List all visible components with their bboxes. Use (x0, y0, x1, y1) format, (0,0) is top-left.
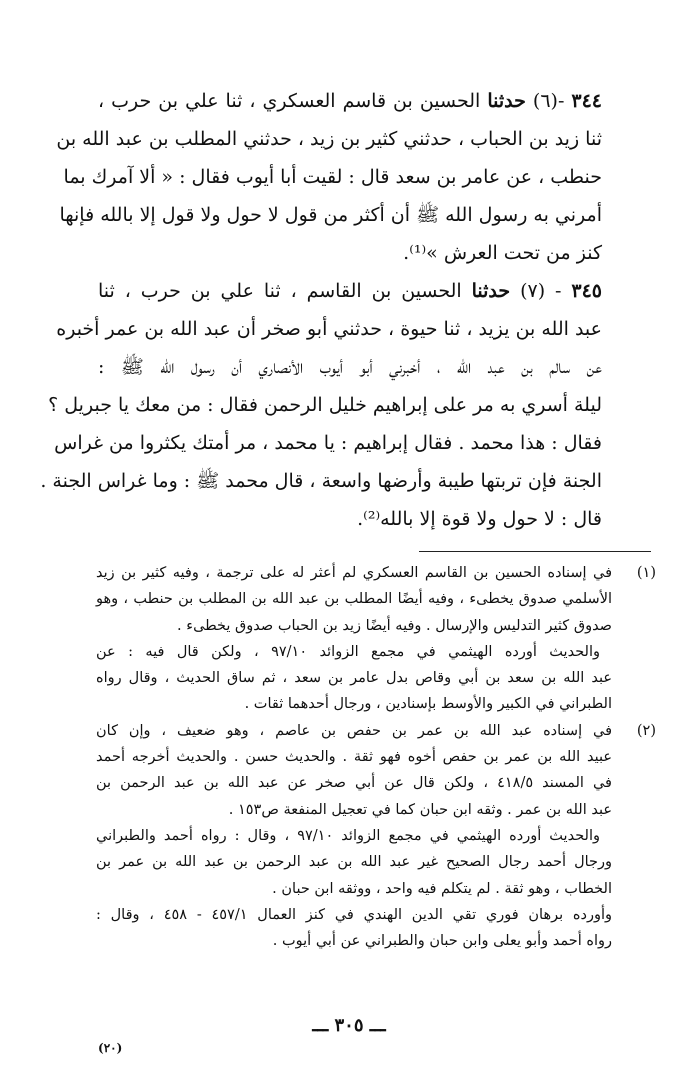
footnote-1-line: الطبراني في الكبير والأوسط بإسنادين ، ورجال أحدهما ثقات . (244, 696, 612, 713)
footnote-2-line: رواه أحمد وأبو يعلى وابن حبان والطبراني عن أبي أيوب . (272, 933, 612, 950)
hadith-344-line-1 (98, 82, 602, 120)
text-line: قال : لا حول ولا قوة إلا بالله⁽²⁾. (357, 508, 602, 530)
signature-mark: (٢٠) (98, 1041, 123, 1055)
footnote-number: (١) (636, 565, 656, 581)
text-line: أمرني به رسول الله ﷺ أن أكثر من قول لا حول ولا قول إلا بالله فإنها (59, 204, 602, 226)
narration-keyword: حدثنا (471, 280, 511, 302)
footnote-2-line: وأورده برهان فوري تقي الدين الهندي في كنز العمال ٤٥٧/١ - ٤٥٨ ، وقال : (96, 906, 612, 923)
text-line: الجنة فإن تربتها طيبة وأرضها واسعة ، قال محمد ﷺ : وما غراس الجنة . (40, 470, 602, 492)
hadith-subnumber: -(٦) (525, 90, 572, 112)
footnote-number: (٢) (636, 722, 656, 739)
text-line: عبد الله بن يزيد ، ثنا حيوة ، حدثني أبو صخر أن عبد الله بن عمر أخبره (56, 318, 602, 340)
footnote-1-line: الأسلمي صدوق يخطىء ، وفيه أيضًا المطلب بن عبد الله بن المطلب بن حنطب ، وهو (96, 591, 612, 608)
main-text (40, 82, 603, 538)
footnote-2-line: والحديث أورده الهيثمي في مجمع الزوائد ٩٧/١٠ ، وقال : رواه أحمد والطبراني (96, 827, 601, 844)
narration-keyword: حدثنا (487, 90, 526, 112)
footnote-2-line: عبد الله بن عمر . وثقه ابن حبان كما في تعجيل المنفعة ص١٥٣ . (228, 801, 612, 818)
text-line: ليلة أسري به مر على إبراهيم خليل الرحمن فقال : من معك يا جبريل ؟ (48, 394, 602, 416)
isnad-text: الحسين بن قاسم العسكري ، ثنا علي بن حرب ، (98, 90, 488, 112)
footnote-1-line: (١) في إسناده الحسين بن القاسم العسكري لم أعثر له على ترجمة ، وفيه كثير بن زيد (96, 560, 656, 586)
footnote-2-line: ورجال أحمد رجال الصحيح غير عبد الله بن عبد الرحمن بن عبد الله بن عمر بن (96, 854, 612, 871)
footnote-1-line: عبد الله بن سعد بن أبي وقاص بدل عامر بن سعد ، ثم ساق الحديث ، وقال رواه (96, 670, 612, 687)
footnote-2-line: (٢) في إسناده عبد الله بن عمر بن حفص بن عاصم ، وهو ضعيف ، وإن كان (96, 718, 656, 744)
text-line: كنز من تحت العرش »⁽¹⁾. (403, 242, 602, 264)
footnotes (96, 560, 656, 954)
footnote-1-line: والحديث أورده الهيثمي في مجمع الزوائد ٩٧/١٠ ، ولكن قال فيه : عن (96, 643, 601, 660)
text-line: فقال : هذا محمد . فقال إبراهيم : يا محمد ، مر أمتك يكثروا من غراس (54, 432, 602, 454)
hadith-subnumber: - (٧) (510, 280, 572, 302)
footnote-1-line: صدوق كثير التدليس والإرسال . وفيه أيضًا زيد بن الحباب صدوق يخطىء . (177, 617, 612, 634)
text-line: عن سالم بن عبد الله ، أخبرني أبو أيوب الأنصاري أن رسول الله ﷺ : (98, 356, 602, 378)
hadith-number: ٣٤٥ (571, 280, 602, 302)
page-number: ـــ ٣٠٥ ـــ (312, 1015, 386, 1036)
hadith-number: ٣٤٤ (571, 90, 603, 112)
isnad-text: الحسين بن القاسم ، ثنا علي بن حرب ، ثنا (98, 280, 472, 302)
footnote-2-line: الخطاب ، وهو ثقة . لم يتكلم فيه واحد ، ووثقه ابن حبان . (272, 880, 612, 897)
footnote-2-line: في المسند ٤١٨/٥ ، ولكن قال عن أبي صخر عن عبد الله بن عبد الرحمن بن (96, 775, 612, 792)
footnote-divider (419, 551, 651, 552)
footnote-2-line: عبيد الله بن عمر بن حفص أخوه فهو ثقة . والحديث حسن . والحديث أخرجه أحمد (96, 749, 612, 766)
text-line: حنطب ، عن عامر بن سعد قال : لقيت أبا أيوب فقال : « ألا آمرك بما (63, 166, 602, 188)
hadith-345-line-1 (98, 272, 602, 310)
text-line: ثنا زيد بن الحباب ، حدثني كثير بن زيد ، حدثني المطلب بن عبد الله بن (56, 128, 602, 150)
